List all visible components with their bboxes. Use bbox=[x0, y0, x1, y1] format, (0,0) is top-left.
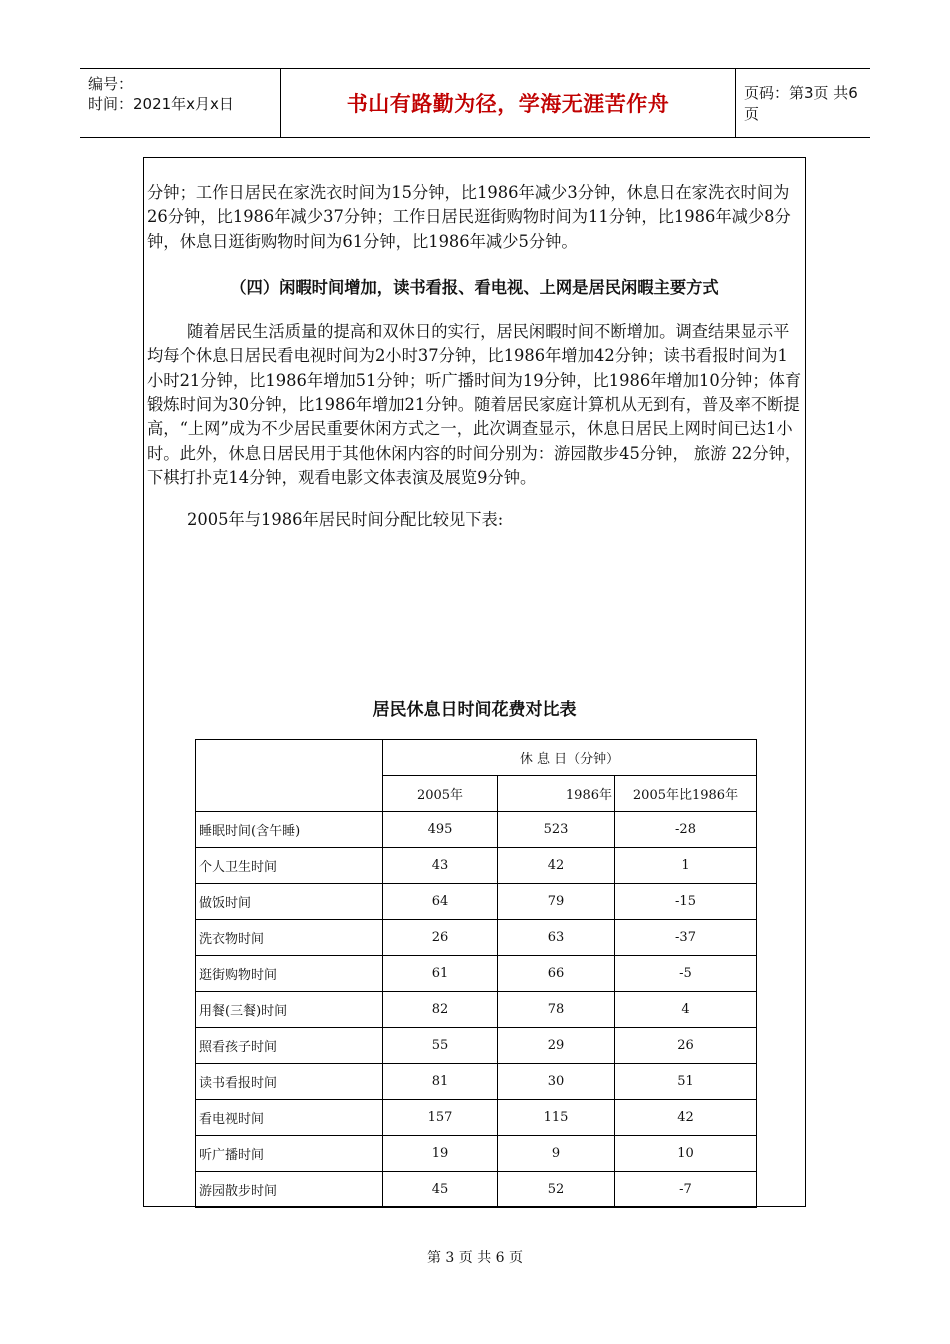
value-1986: 78 bbox=[498, 992, 615, 1028]
comparison-table bbox=[195, 739, 757, 1208]
paragraph-leisure: 随着居民生活质量的提高和双休日的实行，居民闲暇时间不断增加。调查结果显示平均每个休息日居民看电视时间为2小时37分钟，比1986年增加42分钟；读书看报时间为1小时21分钟，比1986年增加51分钟；听广播时间为19分钟，比1986年增加10分钟；体育锻炼时间为30分钟，比1986年增加21分钟。随着居民家庭计算机从无到有，普及率不断提高，“上网”成为不少居民重要休闲方式之一，此次调查显示，休息日居民上网时间已达1小时。此外，休息日居民用于其他休闲内容的时间分别为：游园散步45分钟， 旅游 22分钟，下棋打扑克14分钟，观看电影文体表演及展览9分钟。 bbox=[147, 322, 802, 487]
row-name: 用餐(三餐)时间 bbox=[196, 992, 383, 1028]
value-diff: 4 bbox=[615, 992, 757, 1028]
value-diff: -28 bbox=[615, 812, 757, 848]
value-diff: -7 bbox=[615, 1172, 757, 1208]
row-name: 洗衣物时间 bbox=[196, 920, 383, 956]
header-page-cell bbox=[736, 69, 870, 137]
row-name: 个人卫生时间 bbox=[196, 848, 383, 884]
header-meta-cell bbox=[80, 69, 281, 137]
header-motto-cell bbox=[281, 69, 736, 137]
value-1986: 115 bbox=[498, 1100, 615, 1136]
table-row bbox=[196, 1028, 757, 1064]
value-2005: 43 bbox=[383, 848, 498, 884]
value-diff: 26 bbox=[615, 1028, 757, 1064]
value-1986: 523 bbox=[498, 812, 615, 848]
value-1986: 79 bbox=[498, 884, 615, 920]
value-2005: 61 bbox=[383, 956, 498, 992]
value-1986: 30 bbox=[498, 1064, 615, 1100]
value-diff: -15 bbox=[615, 884, 757, 920]
row-name: 听广播时间 bbox=[196, 1136, 383, 1172]
table-title: 居民休息日时间花费对比表 bbox=[372, 700, 577, 720]
column-header-1986: 1986年 bbox=[498, 776, 615, 812]
value-2005: 19 bbox=[383, 1136, 498, 1172]
value-diff: -37 bbox=[615, 920, 757, 956]
section-heading: （四）闲暇时间增加，读书看报、看电视、上网是居民闲暇主要方式 bbox=[230, 277, 719, 297]
paragraph-table-intro: 2005年与1986年居民时间分配比较见下表: bbox=[187, 510, 504, 530]
value-diff: -5 bbox=[615, 956, 757, 992]
table-row bbox=[196, 884, 757, 920]
table-row bbox=[196, 1136, 757, 1172]
value-diff: 51 bbox=[615, 1064, 757, 1100]
row-name: 看电视时间 bbox=[196, 1100, 383, 1136]
page-footer: 第 3 页 共 6 页 bbox=[426, 1250, 524, 1266]
document-frame bbox=[143, 157, 806, 1207]
row-name: 做饭时间 bbox=[196, 884, 383, 920]
value-2005: 45 bbox=[383, 1172, 498, 1208]
table-row bbox=[196, 920, 757, 956]
value-2005: 55 bbox=[383, 1028, 498, 1064]
value-1986: 29 bbox=[498, 1028, 615, 1064]
corner-cell bbox=[196, 740, 383, 812]
value-diff: 10 bbox=[615, 1136, 757, 1172]
row-name: 游园散步时间 bbox=[196, 1172, 383, 1208]
row-name: 读书看报时间 bbox=[196, 1064, 383, 1100]
value-1986: 66 bbox=[498, 956, 615, 992]
value-1986: 42 bbox=[498, 848, 615, 884]
page-header bbox=[80, 68, 870, 138]
serial-label: 编号： bbox=[88, 75, 134, 93]
table-row bbox=[196, 1172, 757, 1208]
table-row bbox=[196, 992, 757, 1028]
row-name: 照看孩子时间 bbox=[196, 1028, 383, 1064]
value-diff: 1 bbox=[615, 848, 757, 884]
date-label: 时间：2021年x月x日 bbox=[88, 95, 234, 113]
value-2005: 82 bbox=[383, 992, 498, 1028]
value-1986: 63 bbox=[498, 920, 615, 956]
motto-text: 书山有路勤为径，学海无涯苦作舟 bbox=[346, 92, 670, 116]
table-row bbox=[196, 812, 757, 848]
group-header-cell: 休 息 日（分钟） bbox=[383, 740, 757, 776]
table-row bbox=[196, 956, 757, 992]
table-row bbox=[196, 1100, 757, 1136]
column-header-2005: 2005年 bbox=[383, 776, 498, 812]
paragraph-continued: 分钟；工作日居民在家洗衣时间为15分钟，比1986年减少3分钟，休息日在家洗衣时间为26分钟，比1986年减少37分钟；工作日居民逛街购物时间为11分钟，比1986年减少8分钟，休息日逛街购物时间为61分钟，比1986年减少5分钟。 bbox=[147, 183, 791, 251]
document-body bbox=[147, 181, 802, 533]
value-1986: 9 bbox=[498, 1136, 615, 1172]
row-name: 睡眠时间(含午睡) bbox=[196, 812, 383, 848]
value-2005: 26 bbox=[383, 920, 498, 956]
table-row bbox=[196, 1064, 757, 1100]
value-1986: 52 bbox=[498, 1172, 615, 1208]
value-diff: 42 bbox=[615, 1100, 757, 1136]
value-2005: 495 bbox=[383, 812, 498, 848]
value-2005: 64 bbox=[383, 884, 498, 920]
page-info: 页码：第3页 共6页 bbox=[744, 84, 858, 123]
table-header-row bbox=[196, 740, 757, 776]
row-name: 逛街购物时间 bbox=[196, 956, 383, 992]
value-2005: 81 bbox=[383, 1064, 498, 1100]
column-header-diff: 2005年比1986年 bbox=[615, 776, 757, 812]
table-row bbox=[196, 848, 757, 884]
value-2005: 157 bbox=[383, 1100, 498, 1136]
